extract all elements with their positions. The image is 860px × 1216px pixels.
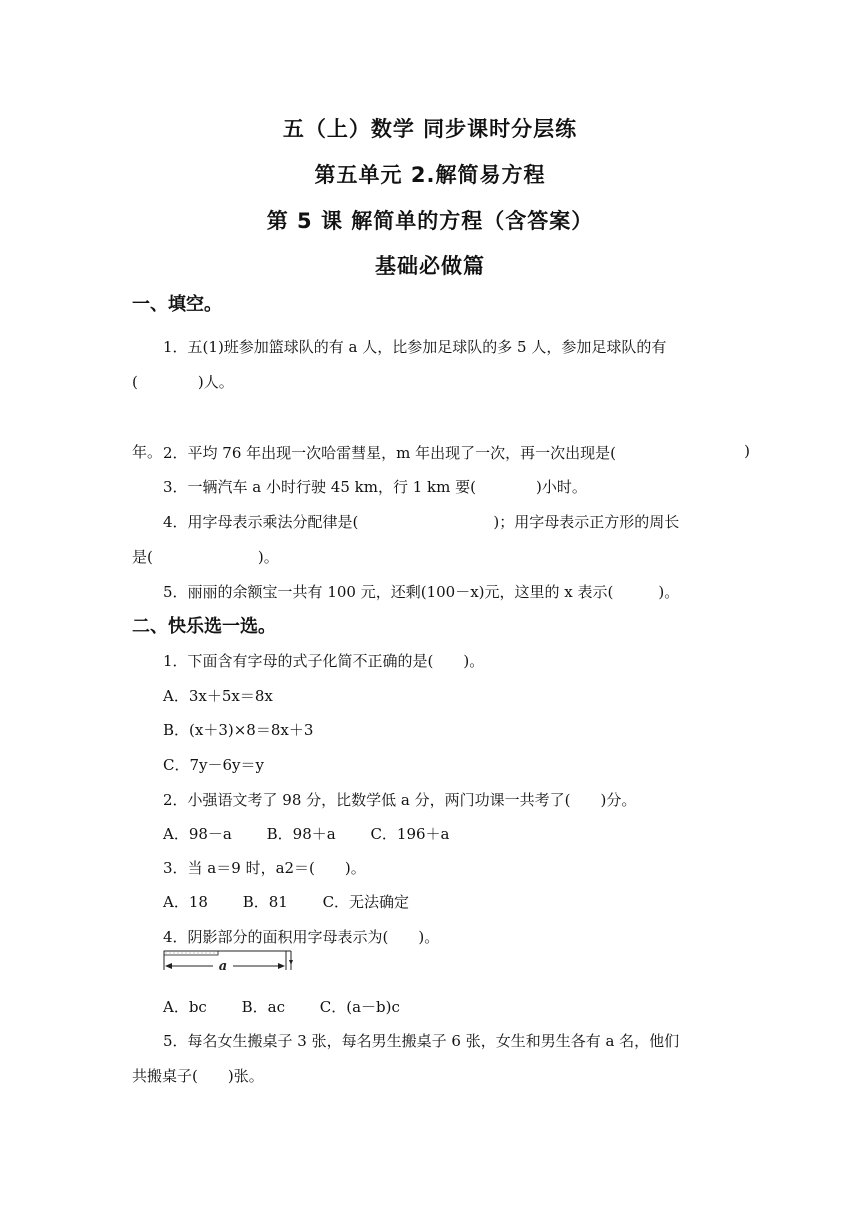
fill-q1-line2: ( )人。 bbox=[132, 373, 234, 391]
choose-q5-line1: 5．每名女生搬桌子 3 张，每名男生搬桌子 6 张，女生和男生各有 a 名，他们 bbox=[163, 1032, 680, 1050]
fill-q3: 3．一辆汽车 a 小时行驶 45 km，行 1 km 要( )小时。 bbox=[163, 478, 587, 496]
choose-q3: 3．当 a＝9 时，a2＝( )。 bbox=[163, 859, 366, 877]
fill-q2-line2: 年。 bbox=[132, 443, 163, 461]
section-choose-heading: 二、快乐选一选。 bbox=[132, 616, 276, 637]
choose-q3-options: A．18 B．81 C．无法确定 bbox=[163, 893, 410, 911]
fill-q2-text: 2．平均 76 年出现一次哈雷彗星，m 年出现了一次，再一次出现是( bbox=[163, 444, 617, 462]
fill-q4-line2: 是( )。 bbox=[132, 548, 279, 566]
choose-q5-line2: 共搬桌子( )张。 bbox=[132, 1067, 264, 1085]
figure-label-a: a bbox=[218, 959, 228, 972]
choose-q2-options: A．98－a B．98＋a C．196＋a bbox=[163, 825, 450, 843]
shaded-area-figure bbox=[163, 950, 303, 972]
choose-q4: 4．阴影部分的面积用字母表示为( )。 bbox=[163, 928, 440, 946]
choose-q1-option-c: C．7y－6y＝y bbox=[163, 756, 264, 774]
choose-q1: 1．下面含有字母的式子化简不正确的是( )。 bbox=[163, 652, 485, 670]
fill-q1-line1: 1．五(1)班参加篮球队的有 a 人，比参加足球队的多 5 人，参加足球队的有 bbox=[163, 338, 667, 356]
choose-q1-option-b: B．(x＋3)×8＝8x＋3 bbox=[163, 721, 314, 739]
choose-q4-options: A．bc B．ac C．(a－b)c bbox=[163, 998, 400, 1016]
choose-q1-option-a: A．3x＋5x＝8x bbox=[163, 687, 273, 705]
fill-q4-line1: 4．用字母表示乘法分配律是( )；用字母表示正方形的周长 bbox=[163, 513, 680, 531]
fill-q2-end: ) bbox=[744, 442, 750, 460]
title-unit: 第五单元 2.解简易方程 bbox=[314, 163, 546, 187]
title-lesson: 第 5 课 解简单的方程（含答案） bbox=[266, 209, 594, 233]
choose-q2: 2．小强语文考了 98 分，比数学低 a 分，两门功课一共考了( )分。 bbox=[163, 791, 637, 809]
fill-q5: 5．丽丽的余额宝一共有 100 元，还剩(100－x)元，这里的 x 表示( )。 bbox=[163, 583, 680, 601]
title-level: 基础必做篇 bbox=[375, 254, 485, 278]
title-main: 五（上）数学 同步课时分层练 bbox=[282, 117, 578, 141]
section-fill-heading: 一、填空。 bbox=[132, 294, 222, 315]
